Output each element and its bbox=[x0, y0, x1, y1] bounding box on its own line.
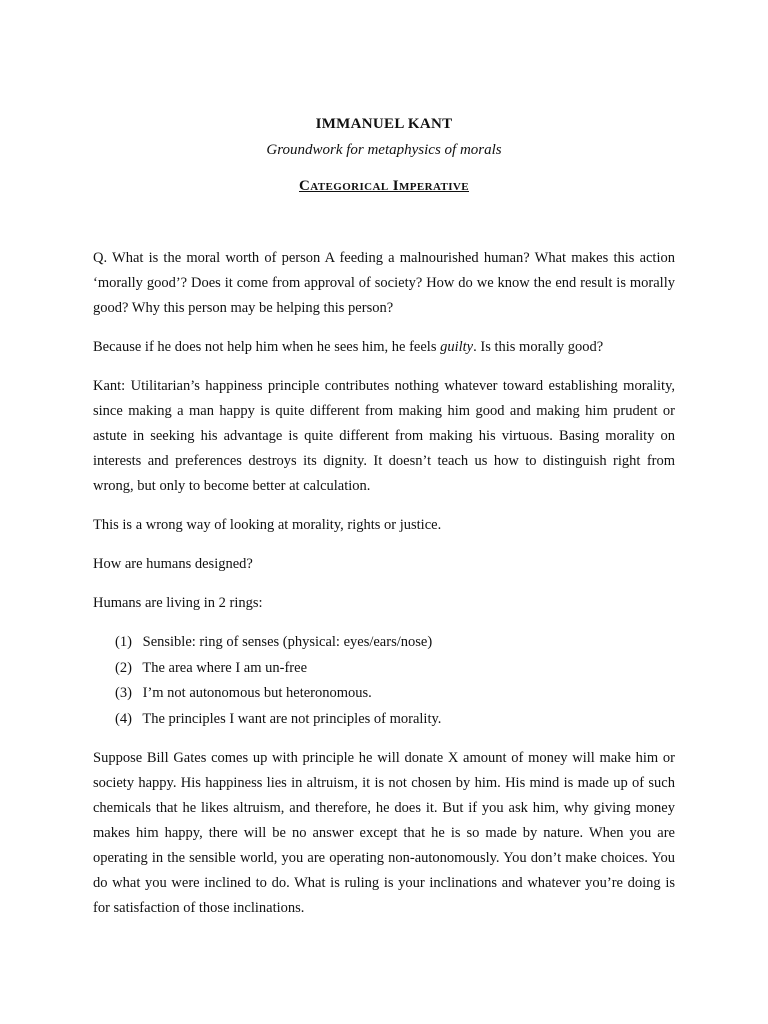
document-title: IMMANUEL KANT bbox=[315, 116, 453, 132]
list-item bbox=[115, 681, 675, 707]
list-item-text: The principles I want are not principles of morality. bbox=[142, 710, 442, 727]
list-item-number: (1) bbox=[115, 634, 132, 650]
rings-list bbox=[93, 630, 675, 732]
bill-gates-paragraph: Suppose Bill Gates comes up with principle he will donate X amount of money will make him or society happy. His happiness lies in altruism, it is not chosen by him. His mind is made up of such chemicals that he likes altruism, and therefore, he does it. But if you ask him, why giving money makes him happy, there will be no answer except that he is so made by nature. When you are operating in the sensible world, you are operating non-autonomously. You don’t make choices. You do what you were inclined to do. What is ruling is your inclinations and whatever you’re doing is for satisfaction of those inclinations. bbox=[93, 750, 675, 916]
list-item bbox=[115, 707, 675, 733]
question-paragraph: Q. What is the moral worth of person A feeding a malnourished human? What makes this action ‘morally good’? Does it come from approval of society? How do we know the end result is morally good? Why this person may be helping this person? bbox=[93, 250, 675, 316]
how-designed-paragraph: How are humans designed? bbox=[93, 556, 253, 572]
list-item-number: (4) bbox=[115, 710, 132, 727]
list-item-text: I’m not autonomous but heteronomous. bbox=[142, 685, 372, 701]
emphasis-guilty: guilty bbox=[440, 339, 474, 355]
list-item-text: Sensible: ring of senses (physical: eyes/ears/nose) bbox=[142, 634, 433, 650]
because-paragraph bbox=[93, 335, 675, 360]
list-item bbox=[115, 656, 675, 682]
list-item-text: The area where I am un-free bbox=[142, 659, 308, 676]
document-body bbox=[93, 246, 675, 935]
because-text: Because if he does not help him when he sees him, he feels bbox=[93, 339, 441, 355]
rings-intro-paragraph: Humans are living in 2 rings: bbox=[93, 595, 263, 611]
document-subtitle: Groundwork for metaphysics of morals bbox=[266, 142, 502, 158]
list-item-number: (3) bbox=[115, 685, 132, 701]
wrong-way-paragraph: This is a wrong way of looking at morality, rights or justice. bbox=[93, 517, 442, 533]
list-item bbox=[115, 630, 675, 656]
section-heading: Categorical Imperative bbox=[299, 178, 469, 194]
kant-paragraph: Kant: Utilitarian’s happiness principle contributes nothing whatever toward establishing morality, since making a man happy is quite different from making him good and making him prudent or astute in seeking his advantage is quite different from making his virtuous. Basing morality on interests and preferences destroys its dignity. It doesn’t teach us how to distinguish right from wrong, but only to become better at calculation. bbox=[93, 378, 675, 494]
because-text-end: . Is this morally good? bbox=[473, 339, 604, 355]
list-item-number: (2) bbox=[115, 659, 132, 676]
